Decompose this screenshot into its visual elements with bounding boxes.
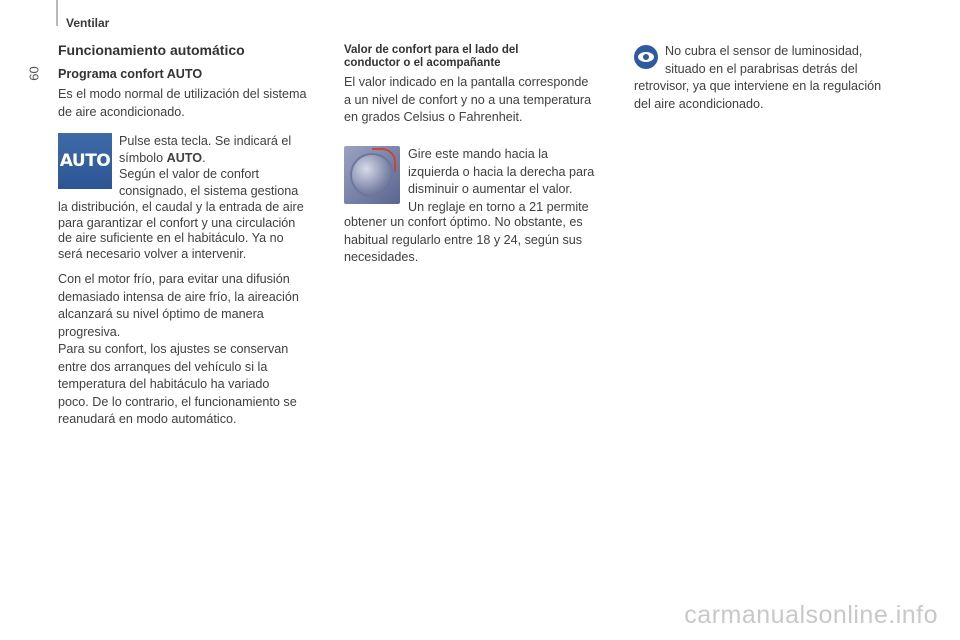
press-paragraph <box>119 133 334 167</box>
settings-paragraph <box>58 341 338 429</box>
text-line: a un nivel de confort y no a una temperatura <box>344 92 592 107</box>
setpoint-paragraph-indented <box>119 166 334 200</box>
eye-icon <box>634 45 658 69</box>
text-line: No cubra el sensor de luminosidad, <box>665 44 863 58</box>
text-line: conductor o el acompañante <box>344 56 501 69</box>
cold-engine-paragraph <box>58 271 338 341</box>
text-line: del aire acondicionado. <box>634 96 764 111</box>
watermark: carmanualsonline.info <box>684 601 938 629</box>
text-line: Es el modo normal de utilización del sistema <box>58 87 307 101</box>
heading-comfort-value <box>344 44 614 69</box>
setpoint-paragraph-full <box>58 200 338 262</box>
text-line: Según el valor de confort <box>119 167 260 181</box>
auto-key-label: AUTO <box>59 151 111 171</box>
text-line: Con el motor frío, para evitar una difusión <box>58 272 290 286</box>
text-line: entre dos arranques del vehículo si la <box>58 359 268 374</box>
text-line: retrovisor, ya que interviene en la regulación <box>634 79 882 93</box>
text-line: consignado, el sistema gestiona <box>119 184 299 198</box>
subheading-auto-program: Programa confort AUTO <box>58 67 203 81</box>
text-line: progresiva. <box>58 324 121 339</box>
text-line: Un reglaje en torno a 21 permite <box>408 199 589 214</box>
comfort-intro-paragraph <box>344 74 619 127</box>
text-line: de aire acondicionado. <box>58 104 185 119</box>
text-line: demasiado intensa de aire frío, la aireación <box>58 289 299 304</box>
text-line: Gire este mando hacia la <box>408 147 549 161</box>
text-line: Valor de confort para el lado del <box>344 44 519 56</box>
text-line: poco. De lo contrario, el funcionamiento se <box>58 394 297 409</box>
text-line: situado en el parabrisas detrás del <box>665 61 858 76</box>
text-line: Para su confort, los ajustes se conservan <box>58 342 289 356</box>
sensor-note-indented <box>665 43 925 78</box>
text-line <box>119 150 334 167</box>
text-line: Pulse esta tecla. Se indicará el <box>119 134 292 148</box>
knob-indicator <box>372 148 396 172</box>
text-line: para garantizar el confort y una circulación <box>58 215 296 230</box>
text-line: la distribución, el caudal y la entrada de aire <box>58 200 304 214</box>
intro-paragraph <box>58 86 333 121</box>
text-line: El valor indicado en la pantalla corresponde <box>344 75 589 89</box>
temperature-knob-icon <box>344 146 400 204</box>
text-line: en grados Celsius o Fahrenheit. <box>344 110 523 124</box>
text-line: alcanzará su nivel óptimo de manera <box>58 307 264 321</box>
sensor-note-full <box>634 78 924 113</box>
text-line: temperatura del habitáculo ha variado <box>58 377 270 391</box>
page-number: 60 <box>26 66 42 81</box>
text-line: necesidades. <box>344 250 419 264</box>
text-line: de aire suficiente en el habitáculo. Ya no <box>58 231 284 245</box>
text-fragment: . <box>202 151 206 165</box>
text-line: habitual regularlo entre 18 y 24, según sus <box>344 232 583 247</box>
text-line: obtener un confort óptimo. No obstante, es <box>344 215 583 229</box>
text-line: disminuir o aumentar el valor. <box>408 182 573 196</box>
section-divider <box>56 0 58 26</box>
text-line: izquierda o hacia la derecha para <box>408 164 595 179</box>
text-line: será necesario volver a intervenir. <box>58 246 247 261</box>
heading-automatic-operation: Funcionamiento automático <box>58 42 245 58</box>
auto-key-icon <box>58 133 112 189</box>
section-title: Ventilar <box>66 16 110 30</box>
knob-paragraph-full <box>344 214 624 267</box>
text-line: reanudará en modo automático. <box>58 412 237 426</box>
knob-paragraph-indented <box>408 146 623 216</box>
text-fragment: símbolo <box>119 151 167 165</box>
auto-symbol-text: AUTO <box>166 151 203 165</box>
